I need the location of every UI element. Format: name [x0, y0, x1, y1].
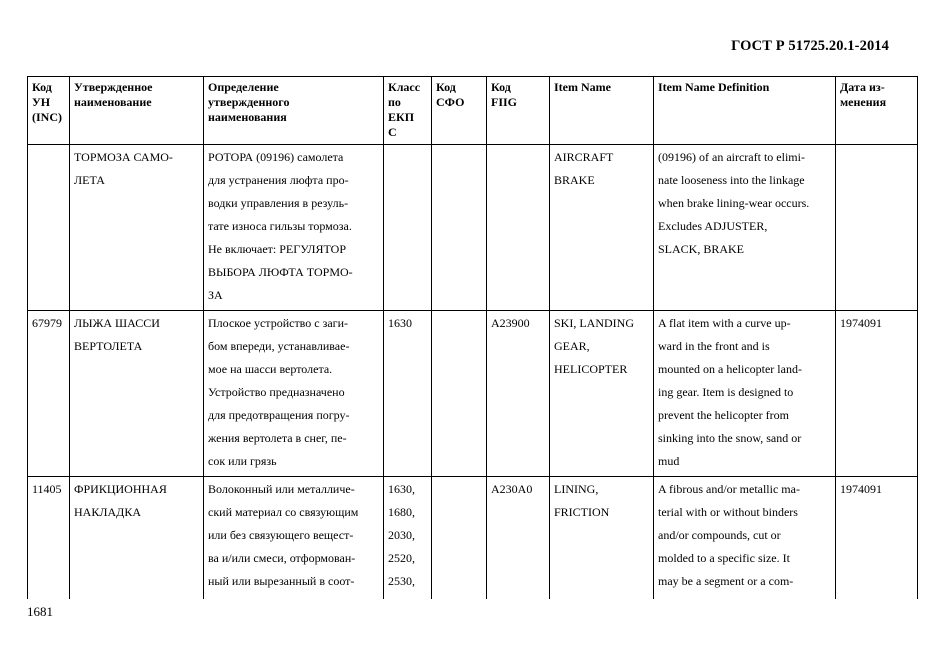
inc-cell: 11405 [28, 477, 70, 599]
column-header-sfo: Код СФО [432, 77, 487, 145]
approved-name-cell: ФРИКЦИОННАЯ НАКЛАДКА [70, 477, 204, 599]
column-header-inc: Код УН (INC) [28, 77, 70, 145]
fiig-cell [487, 145, 550, 311]
change-date-cell: 1974091 [836, 477, 918, 599]
definition-cell: Плоское устройство с заги- бом впереди, устанавливае- мое на шасси вертолета. Устройство предназначено для предотвращения погру- жения вертолета в снег, пе- сок или грязь [204, 311, 384, 477]
column-header-item-name: Item Name [550, 77, 654, 145]
item-name-cell: AIRCRAFT BRAKE [550, 145, 654, 311]
definition-cell: РОТОРА (09196) самолета для устранения люфта про- водки управления в резуль- тате износа гильзы тормоза. Не включает: РЕГУЛЯТОР ВЫБОРА ЛЮФТА ТОРМО- ЗА [204, 145, 384, 311]
column-header-approved-name: Утвержденное наименование [70, 77, 204, 145]
class-cell [384, 145, 432, 311]
change-date-cell: 1974091 [836, 311, 918, 477]
inc-cell: 67979 [28, 311, 70, 477]
column-header-item-name-definition: Item Name Definition [654, 77, 836, 145]
approved-name-cell: ТОРМОЗА САМО- ЛЕТА [70, 145, 204, 311]
table-row [28, 145, 918, 311]
page-number: 1681 [27, 604, 53, 619]
table-row [28, 477, 918, 599]
sfo-cell [432, 145, 487, 311]
fiig-cell: A230A0 [487, 477, 550, 599]
column-header-fiig: Код FIIG [487, 77, 550, 145]
nomenclature-table [27, 76, 918, 599]
item-name-cell: SKI, LANDING GEAR, HELICOPTER [550, 311, 654, 477]
item-definition-cell: A flat item with a curve up- ward in the front and is mounted on a helicopter land- ing gear. Item is designed to prevent the helicopter from sinking into the snow, sand or mud [654, 311, 836, 477]
class-cell: 1630, 1680, 2030, 2520, 2530, [384, 477, 432, 599]
item-definition-cell: A fibrous and/or metallic ma- terial with or without binders and/or compounds, cut or molded to a specific size. It may be a segment or a com- [654, 477, 836, 599]
standard-designation: ГОСТ Р 51725.20.1-2014 [731, 38, 889, 54]
sfo-cell [432, 311, 487, 477]
fiig-cell: A23900 [487, 311, 550, 477]
inc-cell [28, 145, 70, 311]
table-header-row [28, 77, 918, 145]
change-date-cell [836, 145, 918, 311]
sfo-cell [432, 477, 487, 599]
column-header-class: Класс по ЕКП С [384, 77, 432, 145]
class-cell: 1630 [384, 311, 432, 477]
table-row [28, 311, 918, 477]
item-definition-cell: (09196) of an aircraft to elimi- nate looseness into the linkage when brake lining-wear occurs. Excludes ADJUSTER, SLACK, BRAKE [654, 145, 836, 311]
definition-cell: Волоконный или металличе- ский материал со связующим или без связующего вещест- ва и/или смеси, отформован- ный или вырезанный в соот- [204, 477, 384, 599]
approved-name-cell: ЛЫЖА ШАССИ ВЕРТОЛЕТА [70, 311, 204, 477]
item-name-cell: LINING, FRICTION [550, 477, 654, 599]
column-header-change-date: Дата из- менения [836, 77, 918, 145]
column-header-definition: Определение утвержденного наименования [204, 77, 384, 145]
